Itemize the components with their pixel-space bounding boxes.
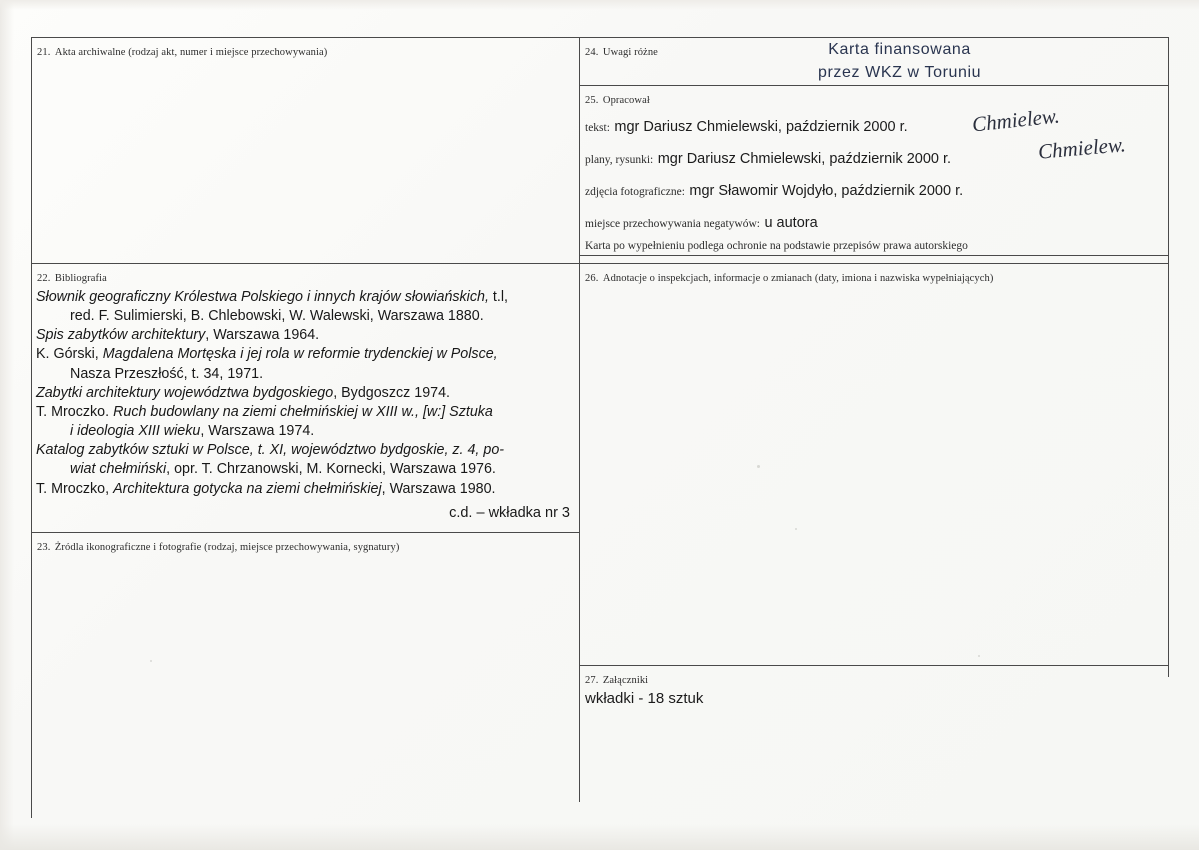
field-21-number: 21. [37,47,51,58]
table-border-top [31,37,1168,38]
bibliography-entry [36,441,570,459]
bibliography-entry [36,307,570,325]
table-border-left [31,37,32,818]
field-23-number: 23. [37,542,51,553]
bibliography-text: Magdalena Mortęska i jej rola w reformie trydenckiej w Polsce, [102,346,498,363]
bibliography-continuation: c.d. – wkładka nr 3 [449,505,570,521]
author-row-text [585,118,1145,136]
bibliography-entry [36,403,570,421]
bibliography-text: Ruch budowlany na ziemi chełmińskiej w XIII w., [w:] Sztuka [113,403,493,420]
field-27-header [585,670,648,688]
author-row-label: plany, rysunki: [585,154,654,166]
field-23-label: Żródla ikonograficzne i fotografie (rodzaj, miejsce przechowywania, sygnatury) [54,542,400,553]
author-row-value: mgr Sławomir Wojdyło, październik 2000 r. [689,183,964,199]
field-24-label: Uwagi różne [602,47,658,58]
field-22-label: Bibliografia [54,273,107,284]
field-23-header [37,537,399,555]
bibliography-text: Katalog zabytków sztuki w Polsce, t. XI, województwo bydgoskie, z. 4, po- [36,442,505,459]
author-row-photos [585,182,1145,200]
field-26-label: Adnotacje o inspekcjach, informacje o zmianach (daty, imiona i nazwiska wypełniających) [602,273,994,284]
bibliography-entry [36,288,570,306]
field-24-number: 24. [585,47,599,58]
field-27-number: 27. [585,675,599,686]
bibliography-text: K. Górski, [36,346,103,363]
bibliography-text: , Warszawa 1974. [200,423,315,440]
field-24-header [585,42,658,60]
bibliography-entry [36,365,570,383]
attachments-value: wkładki - 18 sztuk [585,690,704,707]
bibliography-text: Słownik geograficzny Królestwa Polskiego i innych krajów słowiańskich, [36,289,489,305]
scan-edge-top [0,0,1199,10]
column-divider [579,37,580,802]
bibliography-text: Spis zabytków architektury [36,327,206,344]
author-row-negatives [585,214,1145,232]
field-22-number: 22. [37,273,51,284]
table-border-right [1168,37,1169,677]
divider-f26-f27 [579,665,1168,666]
divider-f24-f25 [579,85,1168,86]
signature-handwritten-2: Chmielew. [1037,132,1127,164]
bibliography-text: Architektura gotycka na ziemi chełmińskiej [113,480,382,497]
bibliography-text: Zabytki architektury województwa bydgoskiego [36,384,334,401]
field-26-header [585,268,993,286]
author-row-value: u autora [764,215,818,231]
divider-f22-f23 [31,532,579,533]
bibliography-text: wiat chełmiński [70,461,167,478]
field-25-label: Opracował [602,95,650,106]
scan-edge-bottom [0,824,1199,850]
bibliography-entry [36,326,570,344]
author-row-label: tekst: [585,122,610,134]
author-row-label: zdjęcia fotograficzne: [585,186,685,198]
bibliography-entry [36,384,570,402]
bibliography-entry [36,460,570,478]
copyright-footnote: Karta po wypełnieniu podlega ochronie na podstawie przepisów prawa autorskiego [585,240,968,252]
bibliography-text: i ideologia XIII wieku [70,423,201,440]
scan-edge-left [0,0,14,850]
author-row-value: mgr Dariusz Chmielewski, październik 2000 r. [657,151,952,167]
field-21-label: Akta archiwalne (rodzaj akt, numer i miejsce przechowywania) [54,47,328,58]
field-24-funding-note [818,38,981,84]
bibliography-text: red. F. Sulimierski, B. Chlebowski, W. Walewski, Warszawa 1880. [70,308,484,325]
author-row-value: mgr Dariusz Chmielewski, październik 2000 r. [614,119,908,135]
field-27-label: Załączniki [602,675,649,686]
divider-f25-footnote [579,255,1168,256]
bibliography-entry [36,480,570,498]
bibliography-entry [36,345,570,363]
divider-f22-f26 [31,263,1168,264]
bibliography-text: , opr. T. Chrzanowski, M. Kornecki, Warszawa 1976. [166,461,496,478]
signature-handwritten-1: Chmielew. [970,103,1061,137]
bibliography-text: t.l, [488,289,509,305]
bibliography-entry [36,422,570,440]
bibliography-list [36,288,570,499]
bibliography-text: , Warszawa 1980. [381,480,496,497]
bibliography-text: , Warszawa 1964. [205,327,320,344]
funding-note-line-2: przez WKZ w Toruniu [818,64,982,82]
field-21-header [37,42,327,60]
bibliography-text: T. Mroczko. [36,403,114,420]
bibliography-text: T. Mroczko, [36,480,114,497]
bibliography-text: Nasza Przeszłość [70,365,184,382]
author-row-label: miejsce przechowywania negatywów: [585,218,760,230]
funding-note-line-1: Karta finansowana [828,41,971,58]
field-22-header [37,268,107,286]
field-25-number: 25. [585,95,599,106]
bibliography-text: , t. 34, 1971. [183,365,264,382]
field-26-number: 26. [585,273,599,284]
field-25-header [585,90,650,108]
bibliography-text: , Bydgoszcz 1974. [333,384,451,401]
